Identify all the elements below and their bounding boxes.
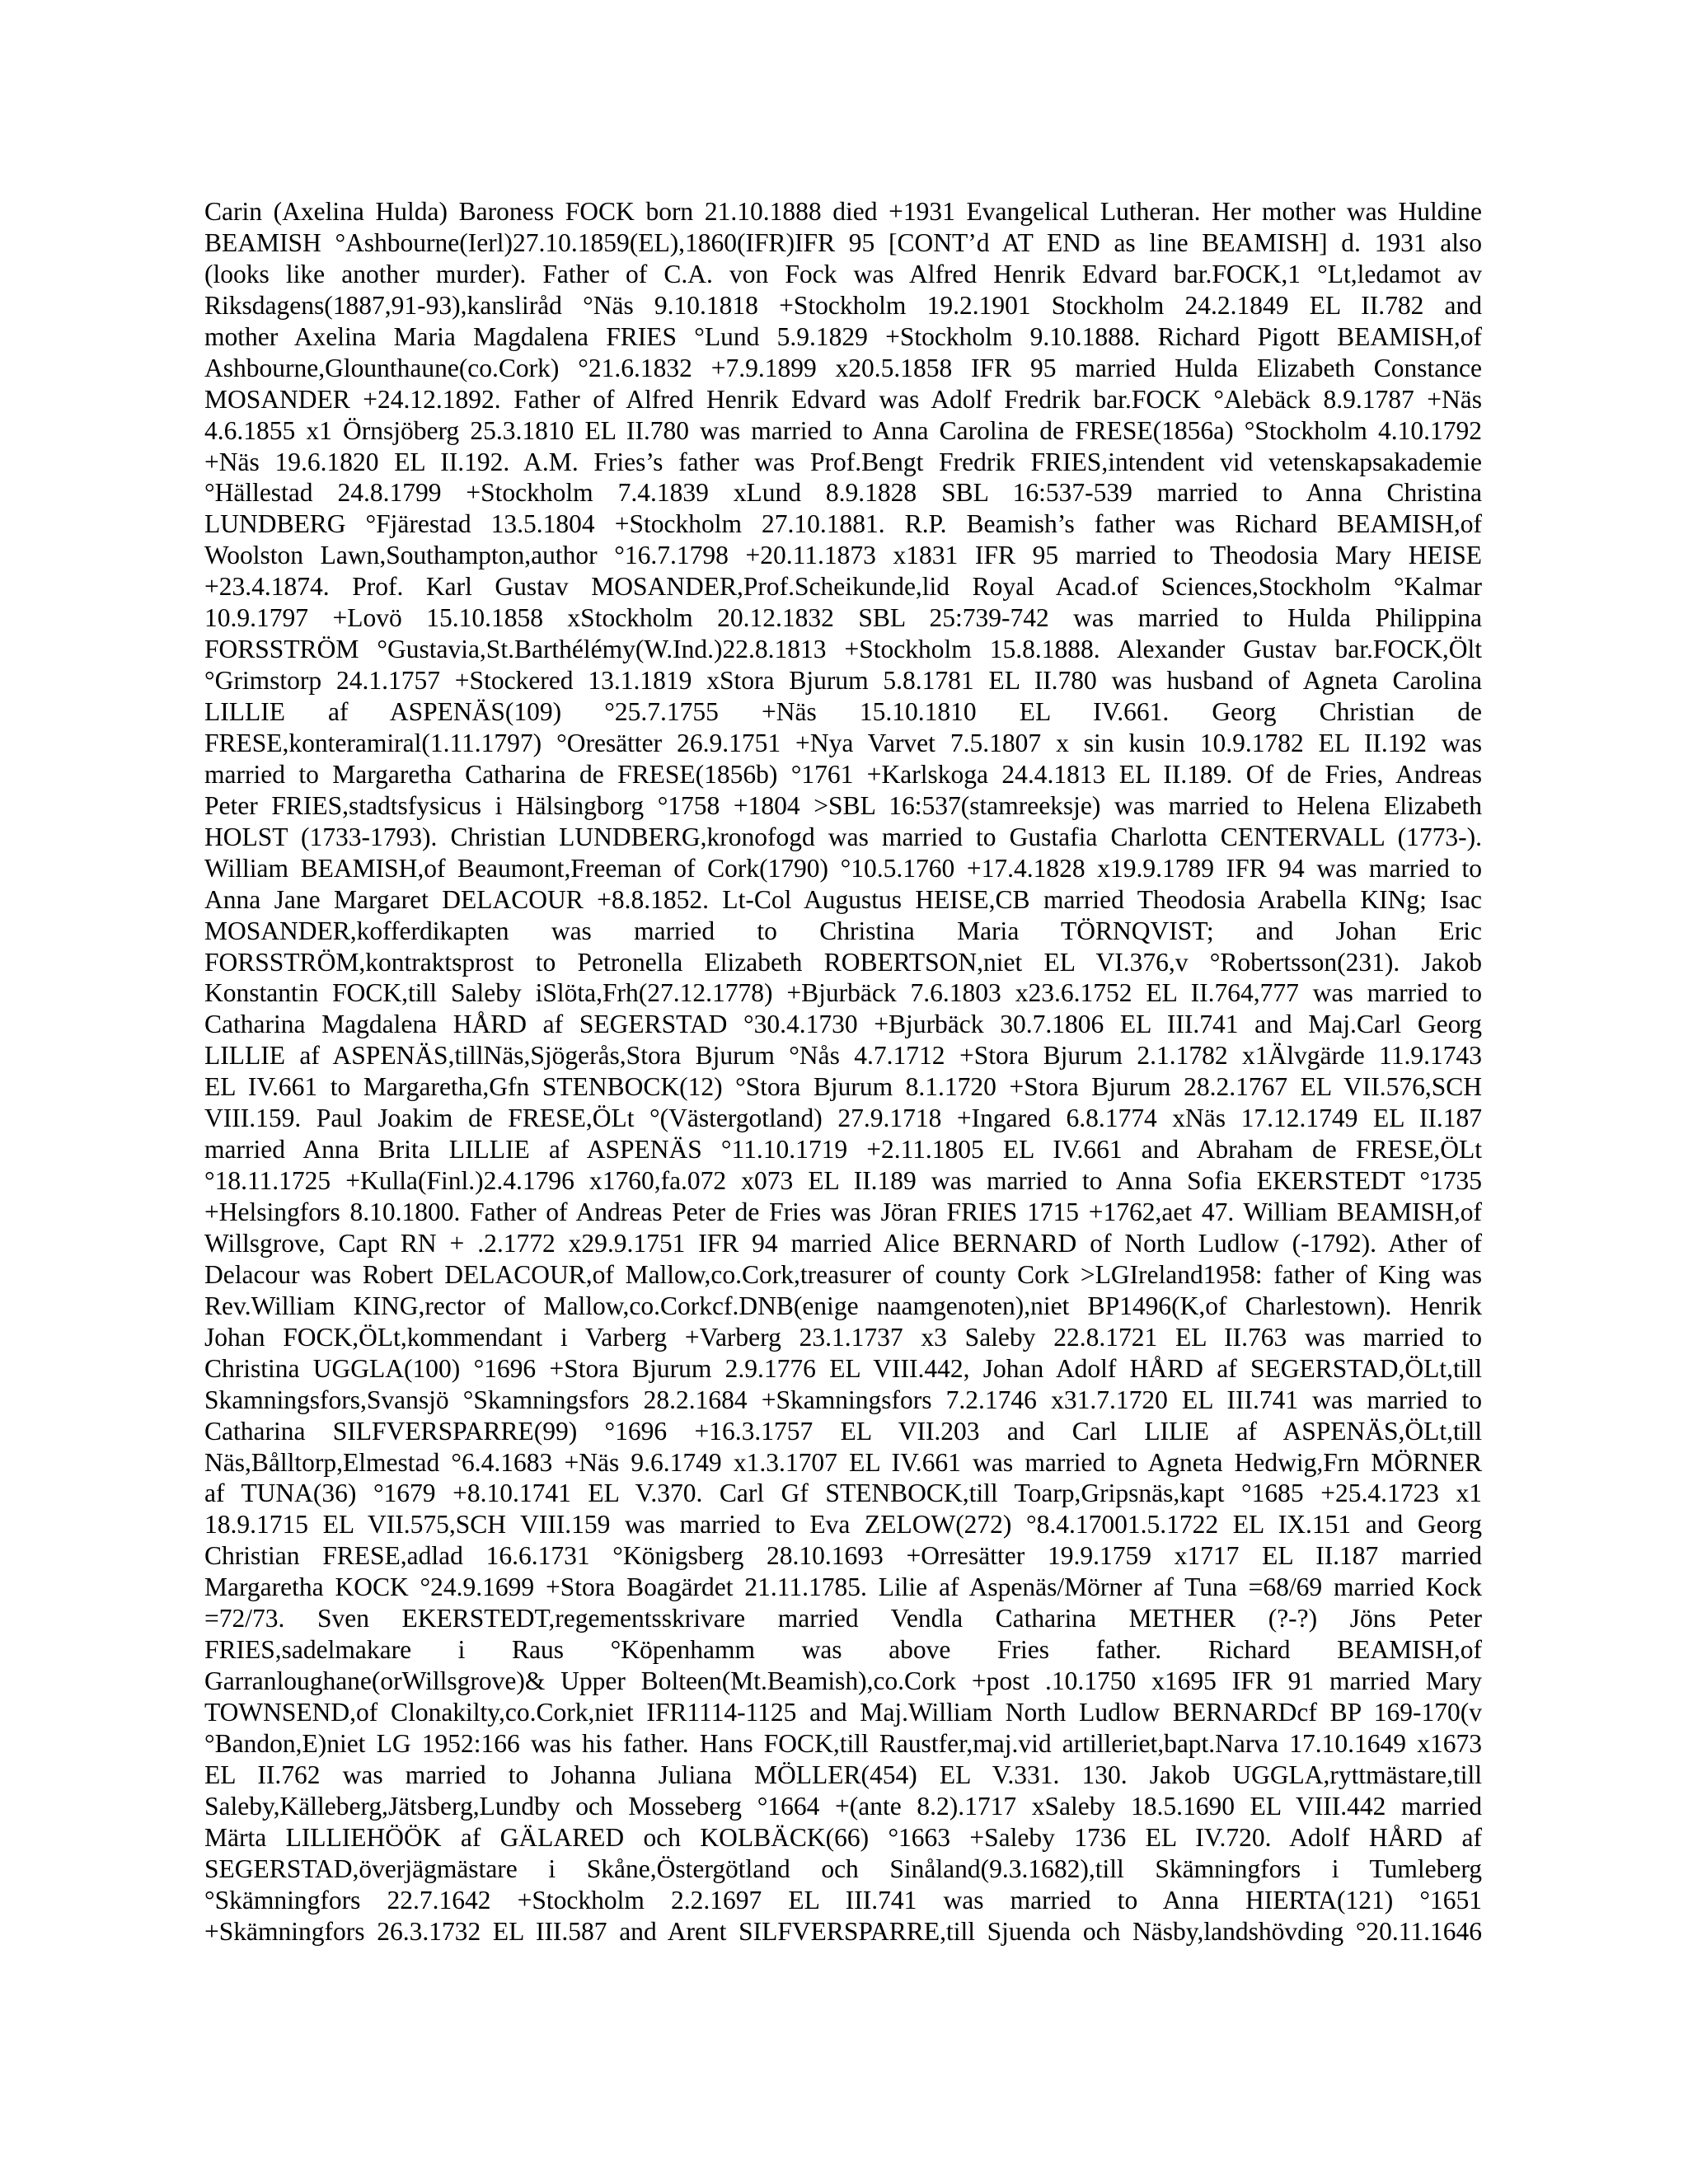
- text-line: °Skämningfors 22.7.1642 +Stockholm 2.2.1697 EL III.741 was married to Anna HIERTA(121) °1651: [204, 1885, 1482, 1915]
- text-line: Rev.William KING,rector of Mallow,co.Corkcf.DNB(enige naamgenoten),niet BP1496(K,of Charlestown). Henrik: [204, 1291, 1482, 1320]
- text-line: Catharina Magdalena HÅRD af SEGERSTAD °30.4.1730 +Bjurbäck 30.7.1806 EL III.741 and Maj.Carl Georg: [204, 1010, 1482, 1039]
- text-line: HOLST (1733-1793). Christian LUNDBERG,kronofogd was married to Gustafia Charlotta CENTERVALL (1773-).: [204, 822, 1482, 851]
- text-line: VIII.159. Paul Joakim de FRESE,ÖLt °(Västergotland) 27.9.1718 +Ingared 6.8.1774 xNäs 17.12.1749 EL II.187: [204, 1104, 1482, 1133]
- text-line: Märta LILLIEHÖÖK af GÄLARED och KOLBÄCK(66) °1663 +Saleby 1736 EL IV.720. Adolf HÅRD af: [204, 1822, 1482, 1852]
- text-line: Johan FOCK,ÖLt,kommendant i Varberg +Varberg 23.1.1737 x3 Saleby 22.8.1721 EL II.763 was married to: [204, 1322, 1482, 1352]
- text-line: EL II.762 was married to Johanna Juliana MÖLLER(454) EL V.331. 130. Jakob UGGLA,ryttmästare,till: [204, 1760, 1482, 1789]
- text-line: af TUNA(36) °1679 +8.10.1741 EL V.370. Carl Gf STENBOCK,till Toarp,Gripsnäs,kapt °1685 +25.4.1723 x1: [204, 1479, 1482, 1508]
- text-line: FORSSTRÖM,kontraktsprost to Petronella Elizabeth ROBERTSON,niet EL VI.376,v °Robertsson(231). Jakob: [204, 947, 1482, 977]
- text-line: married to Margaretha Catharina de FRESE(1856b) °1761 +Karlskoga 24.4.1813 EL II.189. Of de Fries, Andreas: [204, 759, 1482, 789]
- text-line: Carin (Axelina Hulda) Baroness FOCK born 21.10.1888 died +1931 Evangelical Lutheran. Her mother was Huldine: [204, 197, 1482, 226]
- text-line: LILLIE af ASPENÄS,tillNäs,Sjögerås,Stora Bjurum °Nås 4.7.1712 +Stora Bjurum 2.1.1782 x1Älvgärde 11.9.1743: [204, 1041, 1482, 1071]
- text-line: 4.6.1855 x1 Örnsjöberg 25.3.1810 EL II.780 was married to Anna Carolina de FRESE(1856a) °Stockholm 4.10.1792: [204, 415, 1482, 445]
- text-line: +Skämningfors 26.3.1732 EL III.587 and Arent SILFVERSPARRE,till Sjuenda och Näsby,landshövding °20.11.1646: [204, 1916, 1482, 1946]
- text-line: °18.11.1725 +Kulla(Finl.)2.4.1796 x1760,fa.072 x073 EL II.189 was married to Anna Sofia EKERSTEDT °1735: [204, 1166, 1482, 1196]
- text-line: 18.9.1715 EL VII.575,SCH VIII.159 was married to Eva ZELOW(272) °8.4.17001.5.1722 EL IX.151 and Georg: [204, 1510, 1482, 1540]
- text-line: Konstantin FOCK,till Saleby iSlöta,Frh(27.12.1778) +Bjurbäck 7.6.1803 x23.6.1752 EL II.764,777 was married to: [204, 978, 1482, 1008]
- text-line: +Näs 19.6.1820 EL II.192. A.M. Fries’s father was Prof.Bengt Fredrik FRIES,intendent vid vetenskapsakademie: [204, 447, 1482, 476]
- text-line: Margaretha KOCK °24.9.1699 +Stora Boagärdet 21.11.1785. Lilie af Aspenäs/Mörner af Tuna =68/69 married Kock: [204, 1572, 1482, 1602]
- text-line: MOSANDER,kofferdikapten was married to Christina Maria TÖRNQVIST; and Johan Eric: [204, 916, 1482, 945]
- text-line: Delacour was Robert DELACOUR,of Mallow,co.Cork,treasurer of county Cork >LGIreland1958: father of King was: [204, 1259, 1482, 1289]
- text-line: °Hällestad 24.8.1799 +Stockholm 7.4.1839 xLund 8.9.1828 SBL 16:537-539 married to Anna Christina: [204, 478, 1482, 508]
- text-line: 10.9.1797 +Lovö 15.10.1858 xStockholm 20.12.1832 SBL 25:739-742 was married to Hulda Philippina: [204, 603, 1482, 633]
- text-line: Peter FRIES,stadtsfysicus i Hälsingborg °1758 +1804 >SBL 16:537(stamreeksje) was married to Helena Elizabeth: [204, 790, 1482, 820]
- text-line: Woolston Lawn,Southampton,author °16.7.1798 +20.11.1873 x1831 IFR 95 married to Theodosia Mary HEISE: [204, 541, 1482, 570]
- text-line: Anna Jane Margaret DELACOUR +8.8.1852. Lt-Col Augustus HEISE,CB married Theodosia Arabella KINg; Isac: [204, 884, 1482, 914]
- text-line: Willsgrove, Capt RN + .2.1772 x29.9.1751 IFR 94 married Alice BERNARD of North Ludlow (-1792). Ather of: [204, 1228, 1482, 1258]
- text-line: FRIES,sadelmakare i Raus °Köpenhamm was above Fries father. Richard BEAMISH,of: [204, 1635, 1482, 1665]
- text-line: Christina UGGLA(100) °1696 +Stora Bjurum 2.9.1776 EL VIII.442, Johan Adolf HÅRD af SEGERSTAD,ÖLt,till: [204, 1353, 1482, 1383]
- text-line: °Bandon,E)niet LG 1952:166 was his father. Hans FOCK,till Raustfer,maj.vid artilleriet,bapt.Narva 17.10.1649 x1673: [204, 1728, 1482, 1758]
- text-line: SEGERSTAD,överjägmästare i Skåne,Östergötland och Sinåland(9.3.1682),till Skämningfors i Tumleberg: [204, 1854, 1482, 1883]
- text-line: William BEAMISH,of Beaumont,Freeman of Cork(1790) °10.5.1760 +17.4.1828 x19.9.1789 IFR 94 was married to: [204, 853, 1482, 883]
- text-line: Skamningsfors,Svansjö °Skamningsfors 28.2.1684 +Skamningsfors 7.2.1746 x31.7.1720 EL III.741 was married to: [204, 1385, 1482, 1414]
- text-line: BEAMISH °Ashbourne(Ierl)27.10.1859(EL),1860(IFR)IFR 95 [CONT’d AT END as line BEAMISH] d. 1931 also: [204, 227, 1482, 257]
- text-line: (looks like another murder). Father of C.A. von Fock was Alfred Henrik Edvard bar.FOCK,1 °Lt,ledamot av: [204, 259, 1482, 288]
- text-line: Catharina SILFVERSPARRE(99) °1696 +16.3.1757 EL VII.203 and Carl LILIE af ASPENÄS,ÖLt,till: [204, 1416, 1482, 1446]
- text-line: FORSSTRÖM °Gustavia,St.Barthélémy(W.Ind.)22.8.1813 +Stockholm 15.8.1888. Alexander Gustav bar.FOCK,Ölt: [204, 635, 1482, 664]
- text-line: EL IV.661 to Margaretha,Gfn STENBOCK(12) °Stora Bjurum 8.1.1720 +Stora Bjurum 28.2.1767 EL VII.576,SCH: [204, 1072, 1482, 1102]
- text-line: =72/73. Sven EKERSTEDT,regementsskrivare married Vendla Catharina METHER (?-?) Jöns Peter: [204, 1604, 1482, 1633]
- text-line: Christian FRESE,adlad 16.6.1731 °Königsberg 28.10.1693 +Orresätter 19.9.1759 x1717 EL II.187 married: [204, 1541, 1482, 1571]
- text-line: LUNDBERG °Fjärestad 13.5.1804 +Stockholm 27.10.1881. R.P. Beamish’s father was Richard BEAMISH,of: [204, 509, 1482, 539]
- text-line: +Helsingfors 8.10.1800. Father of Andreas Peter de Fries was Jöran FRIES 1715 +1762,aet 47. William BEAMISH,of: [204, 1197, 1482, 1226]
- text-line: mother Axelina Maria Magdalena FRIES °Lund 5.9.1829 +Stockholm 9.10.1888. Richard Pigott BEAMISH,of: [204, 321, 1482, 351]
- text-line: Riksdagens(1887,91-93),kansliråd °Näs 9.10.1818 +Stockholm 19.2.1901 Stockholm 24.2.1849 EL II.782 and: [204, 290, 1482, 320]
- text-line: MOSANDER +24.12.1892. Father of Alfred Henrik Edvard was Adolf Fredrik bar.FOCK °Alebäck 8.9.1787 +Näs: [204, 384, 1482, 414]
- text-line: LILLIE af ASPENÄS(109) °25.7.1755 +Näs 15.10.1810 EL IV.661. Georg Christian de: [204, 697, 1482, 726]
- text-line: °Grimstorp 24.1.1757 +Stockered 13.1.1819 xStora Bjurum 5.8.1781 EL II.780 was husband of Agneta Carolina: [204, 666, 1482, 696]
- text-line: TOWNSEND,of Clonakilty,co.Cork,niet IFR1114-1125 and Maj.William North Ludlow BERNARDcf BP 169-170(v: [204, 1698, 1482, 1727]
- text-line: FRESE,konteramiral(1.11.1797) °Oresätter 26.9.1751 +Nya Varvet 7.5.1807 x sin kusin 10.9.1782 EL II.192 was: [204, 728, 1482, 757]
- genealogy-text-body: [204, 196, 1482, 1947]
- text-line: Näs,Bålltorp,Elmestad °6.4.1683 +Näs 9.6.1749 x1.3.1707 EL IV.661 was married to Agneta Hedwig,Frn MÖRNER: [204, 1447, 1482, 1477]
- text-line: married Anna Brita LILLIE af ASPENÄS °11.10.1719 +2.11.1805 EL IV.661 and Abraham de FRESE,ÖLt: [204, 1135, 1482, 1165]
- text-line: Garranloughane(orWillsgrove)& Upper Bolteen(Mt.Beamish),co.Cork +post .10.1750 x1695 IFR 91 married Mary: [204, 1666, 1482, 1696]
- text-line: +23.4.1874. Prof. Karl Gustav MOSANDER,Prof.Scheikunde,lid Royal Acad.of Sciences,Stockholm °Kalmar: [204, 572, 1482, 602]
- text-line: Saleby,Källeberg,Jätsberg,Lundby och Mosseberg °1664 +(ante 8.2).1717 xSaleby 18.5.1690 EL VIII.442 married: [204, 1791, 1482, 1821]
- text-line: Ashbourne,Glounthaune(co.Cork) °21.6.1832 +7.9.1899 x20.5.1858 IFR 95 married Hulda Elizabeth Constance: [204, 353, 1482, 382]
